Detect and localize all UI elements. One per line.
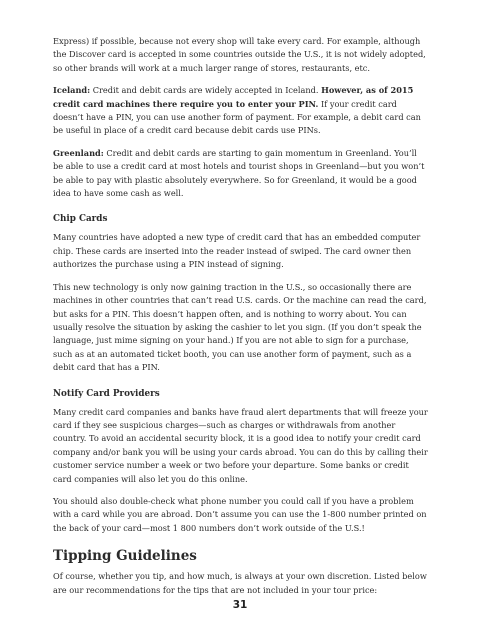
page-body xyxy=(53,35,428,606)
paragraph-notify-1: Many credit card companies and banks have fraud alert departments that will freeze your card if they see suspicious charges—such as charges or withdrawals from another country. To avoid an accidental security block, it is a good idea to notify your credit card company and/or bank you will be using your cards abroad. You can do this by calling their customer service number a week or two before your departure. Some banks or credit card companies will also let you do this online. xyxy=(53,406,428,484)
iceland-text-2: If your credit card doesn’t have a PIN, you can use another form of payment. For example, a debit card can be useful in place of a credit card because debit cards use PINs. xyxy=(53,98,421,136)
paragraph-greenland xyxy=(53,147,428,201)
heading-notify-card-providers: Notify Card Providers xyxy=(53,388,160,399)
iceland-text-1: Credit and debit cards are widely accepted in Iceland. xyxy=(90,85,322,96)
paragraph-chip-1: Many countries have adopted a new type of credit card that has an embedded computer chip. These cards are inserted into the reader instead of swiped. The card owner then authorizes the purchase using a PIN instead of signing. xyxy=(53,232,421,270)
paragraph-iceland xyxy=(53,84,428,138)
iceland-bold: However, as of 2015 credit card machines there require you to enter your PIN. xyxy=(53,85,414,109)
paragraph-notify-2: You should also double-check what phone number you could call if you have a problem with a card while you are abroad. Don’t assume you can use the 1-800 number printed on the back of your card—most 1 800 numbers don’t work outside of the U.S.! xyxy=(53,495,427,533)
page-number: 31 xyxy=(232,599,248,611)
heading-tipping-guidelines: Tipping Guidelines xyxy=(53,548,197,565)
paragraph-intro: Express) if possible, because not every shop will take every card. For example, although the Discover card is accepted in some countries outside the U.S., it is not widely adopted, so other brands will work at a much larger range of stores, restaurants, etc. xyxy=(53,36,426,73)
greenland-text: Credit and debit cards are starting to gain momentum in Greenland. You’ll be able to use a credit card at most hotels and tourist shops in Greenland—but you won’t be able to pay with plastic absolutely everywhere. So for Greenland, it would be a good idea to have some cash as well. xyxy=(53,147,425,199)
greenland-lead: Greenland: xyxy=(53,147,104,158)
heading-chip-cards: Chip Cards xyxy=(53,214,108,225)
paragraph-chip-2: This new technology is only now gaining traction in the U.S., so occasionally there are machines in other countries that can’t read U.S. cards. Or the machine can read the card, but asks for a PIN. This doesn’t happen often, and is nothing to worry about. You can usually resolve the situation by asking the cashier to let you sign. (If you don’t speak the language, just mime signing on your hand.) If you are not able to sign for a purchase, such as at an automated ticket booth, you can use another form of payment, such as a debit card that has a PIN. xyxy=(53,281,427,373)
iceland-lead: Iceland: xyxy=(53,85,91,96)
paragraph-tipping-1: Of course, whether you tip, and how much, is always at your own discretion. Listed below are our recommendations for the tips that are not included in your tour price: xyxy=(53,571,427,595)
